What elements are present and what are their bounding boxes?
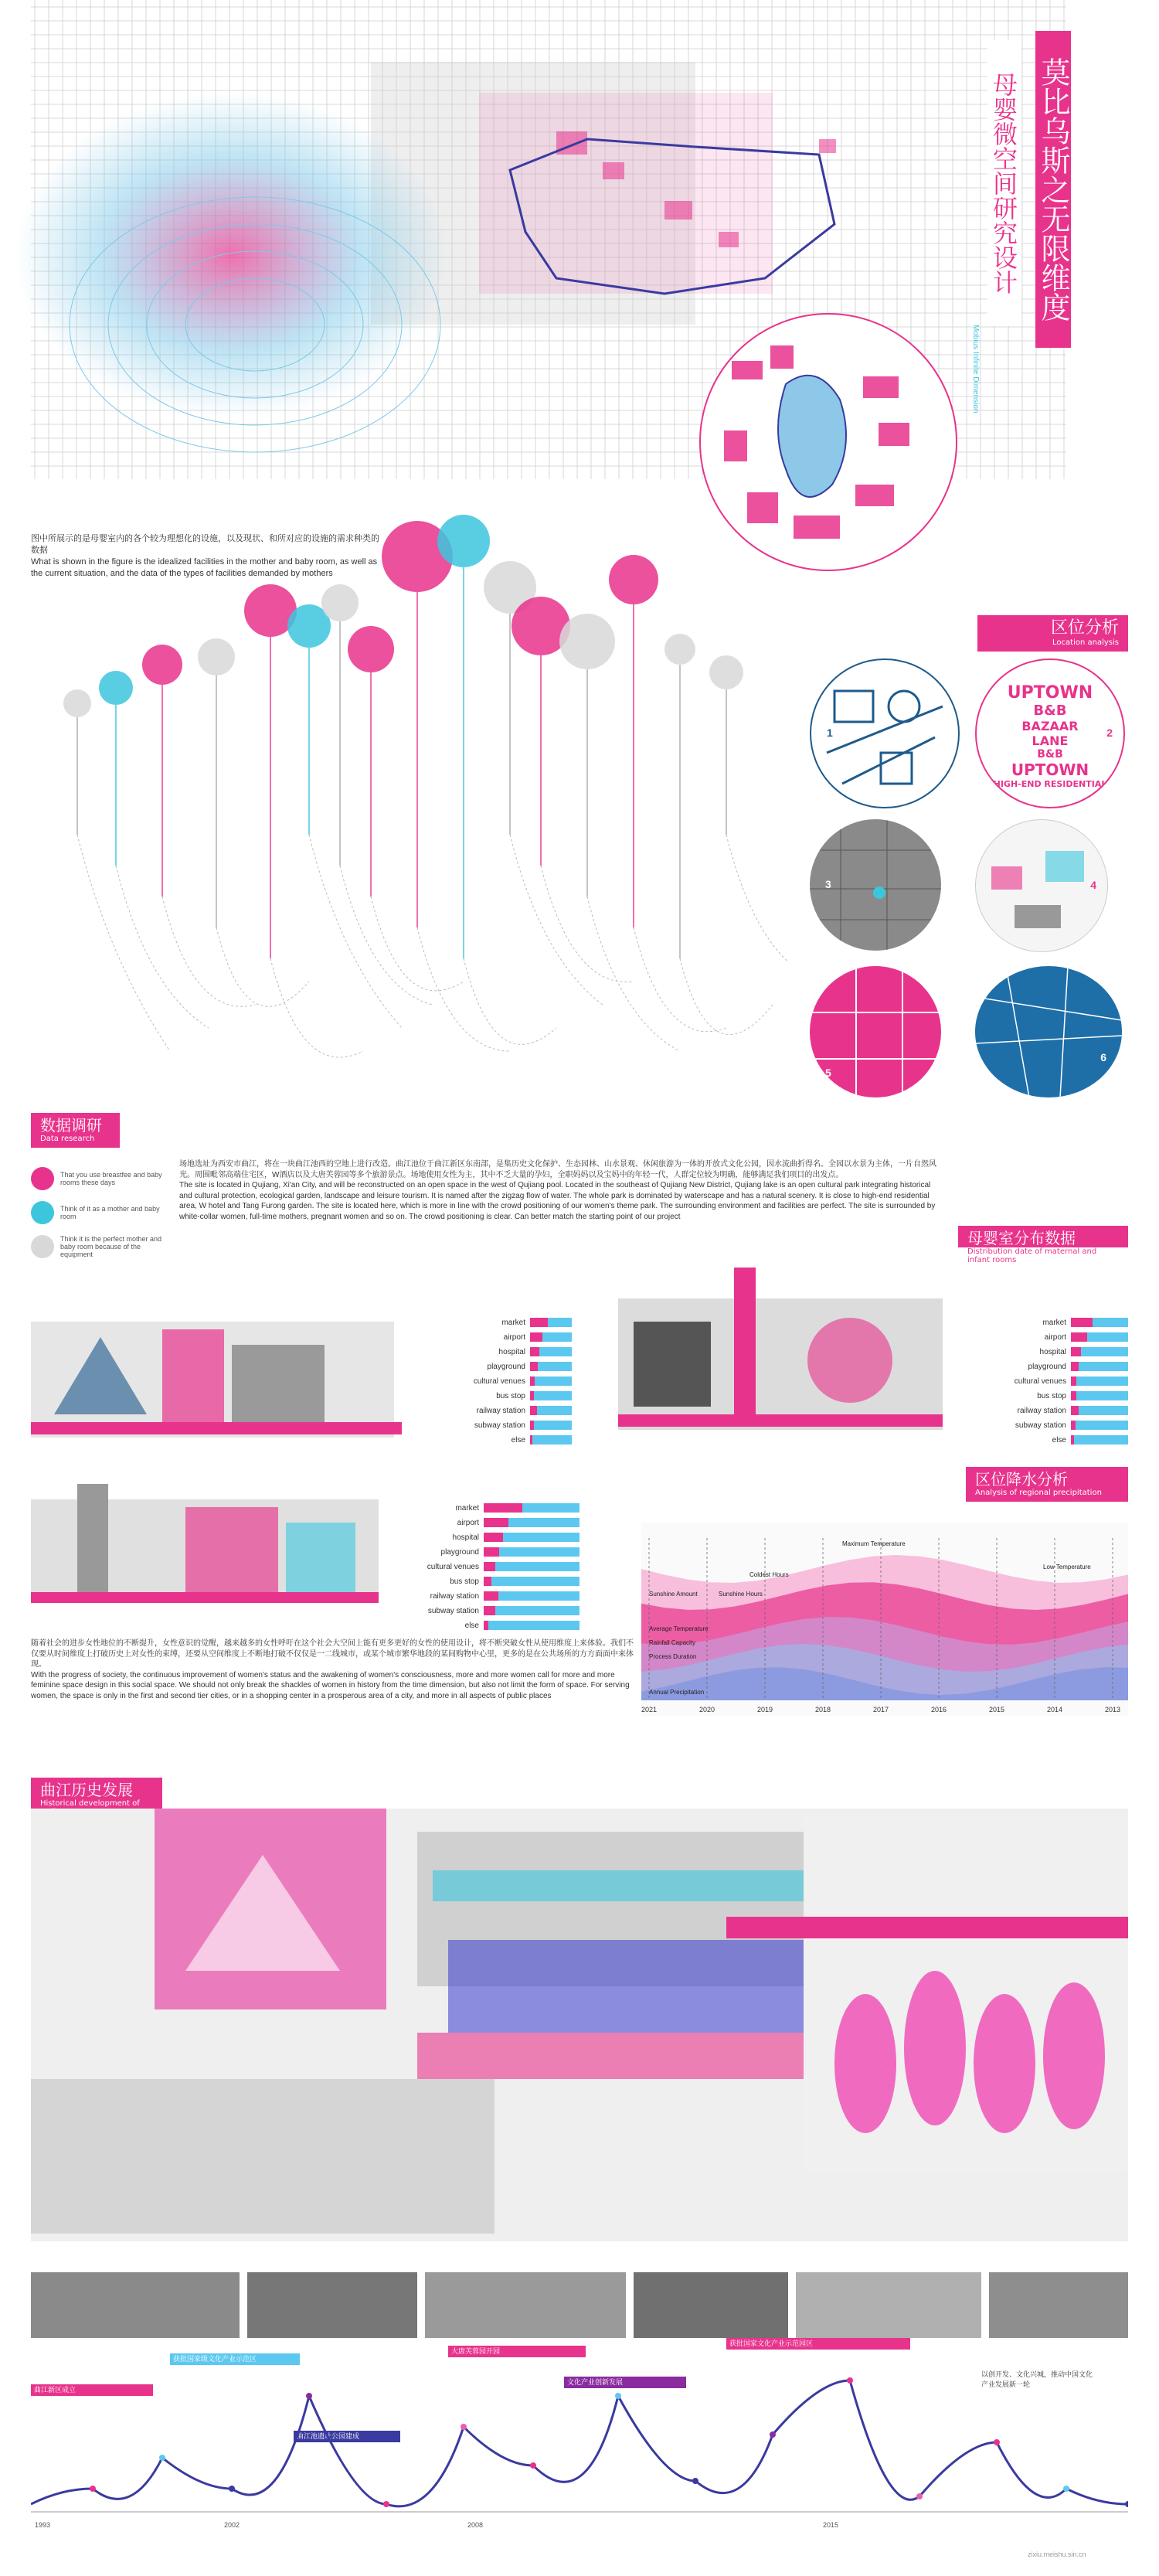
bar-track — [1071, 1347, 1128, 1356]
intro-text: 图中所展示的是母婴室内的各个较为理想化的设施，以及现状、和所对应的设施的需求种类的数据 What is shown in the figure is the idealized facilities in the mother and baby room, as well as the current situation, and the data of the types of facilities demanded by mothers — [31, 534, 379, 578]
precip-year: 2020 — [698, 1706, 715, 1713]
wave-node — [847, 2377, 853, 2384]
bar-row — [386, 1619, 580, 1632]
bar-label: hospital — [498, 1347, 525, 1356]
bar-row — [433, 1434, 572, 1446]
year-2008: 2008 — [467, 2521, 484, 2529]
history-collage — [31, 1785, 1128, 2265]
bar-track — [484, 1533, 580, 1542]
bar-track — [1071, 1332, 1128, 1342]
legend-dot-pink — [31, 1167, 54, 1190]
bar-fill — [530, 1347, 539, 1356]
wave-node — [770, 2431, 776, 2438]
bar-label: railway station — [476, 1406, 525, 1415]
balloon — [198, 638, 235, 675]
legend-dot-grey — [31, 1235, 54, 1258]
bar-label: subway station — [474, 1421, 525, 1430]
timeline-event: 大唐芙蓉园开园 — [448, 2346, 586, 2357]
bar-fill — [1071, 1376, 1076, 1386]
balloon — [709, 655, 743, 689]
bar-track — [484, 1562, 580, 1571]
wave-node — [530, 2462, 536, 2469]
year-1993: 1993 — [35, 2521, 51, 2529]
bar-label: else — [511, 1435, 525, 1445]
precip-year: 2021 — [641, 1706, 658, 1713]
bar-fill — [484, 1518, 508, 1527]
bar-row — [433, 1331, 572, 1343]
bar-track — [484, 1621, 580, 1630]
legend-item: That you use breastfee and baby rooms these days — [31, 1167, 185, 1190]
location-circle-6 — [975, 966, 1122, 1097]
location-circle-4 — [975, 819, 1108, 952]
precip-label: Process Duration — [649, 1653, 697, 1660]
balloon-curve — [216, 927, 309, 1006]
hero-collage — [0, 0, 1159, 541]
main-title: 莫比乌斯之无限维度 — [1036, 57, 1070, 322]
bar-track — [484, 1518, 580, 1527]
uptown-word-2: BAZAAR — [1021, 719, 1079, 733]
precip-label: Average Temperature — [649, 1625, 709, 1632]
bar-fill — [530, 1391, 534, 1400]
history-header: 曲江历史发展 Historical development of — [31, 1778, 162, 1821]
precip-label: Sunshine Amount — [649, 1591, 698, 1598]
bar-label: cultural venues — [473, 1376, 525, 1386]
precip-year: 2017 — [872, 1706, 889, 1713]
precip-label: Coldest Hours — [749, 1571, 789, 1578]
bar-track — [1071, 1318, 1128, 1327]
balloon — [321, 584, 359, 621]
precip-chart — [641, 1523, 1128, 1716]
uptown-word-6: HIGH-END RESIDENTIAL — [993, 779, 1107, 789]
bar-label: airport — [457, 1518, 479, 1527]
timeline-wave — [31, 2350, 1128, 2527]
maternal-rooms-header: 母婴室分布数据 Distribution date of maternal and infant rooms — [958, 1226, 1128, 1269]
legend-dot-cyan — [31, 1201, 54, 1224]
balloon-curve — [77, 835, 170, 1051]
maternal-bar-panel-1 — [433, 1314, 572, 1448]
bar-row — [974, 1404, 1128, 1417]
bar-row — [974, 1390, 1128, 1402]
timeline-event: 以创开发、文化兴城，推动中国文化产业发展新一轮 — [981, 2370, 1093, 2388]
bar-fill — [1071, 1421, 1076, 1430]
bar-row — [433, 1375, 572, 1387]
vertical-english: Mobius Infinite Dimension — [971, 325, 980, 413]
uptown-word-5: UPTOWN — [1011, 761, 1089, 779]
bar-track — [1071, 1362, 1128, 1371]
wave-node — [159, 2455, 165, 2461]
circle-number-4: 4 — [1090, 879, 1096, 891]
wave-node — [615, 2393, 621, 2399]
data-legend — [31, 1167, 185, 1258]
bar-row — [974, 1346, 1128, 1358]
sub-title: 母婴微空间研究设计 — [987, 40, 1021, 326]
bar-fill — [530, 1376, 535, 1386]
bar-label: railway station — [1017, 1406, 1066, 1415]
bar-fill — [484, 1621, 488, 1630]
balloon-curve — [340, 866, 433, 1005]
bar-fill — [1071, 1362, 1079, 1371]
bar-label: subway station — [1015, 1421, 1066, 1430]
precip-label: Low Temperature — [1043, 1564, 1091, 1570]
bar-fill — [530, 1318, 548, 1327]
bar-fill — [1071, 1435, 1074, 1445]
bar-label: else — [1052, 1435, 1066, 1445]
balloon — [99, 671, 133, 705]
bar-row — [974, 1316, 1128, 1329]
circle-number-5: 5 — [825, 1067, 831, 1079]
precip-year: 2016 — [930, 1706, 947, 1713]
balloon-curve — [510, 835, 603, 1005]
bar-fill — [1071, 1318, 1093, 1327]
uptown-word-3: LANE — [1032, 733, 1069, 748]
history-photo-strip — [31, 2265, 1128, 2342]
bar-row — [386, 1531, 580, 1543]
bar-row — [974, 1419, 1128, 1431]
wave-node — [1063, 2486, 1069, 2492]
legend-item: Think of it as a mother and baby room — [31, 1201, 185, 1224]
bar-row — [386, 1516, 580, 1529]
precip-label: Sunshine Hours — [719, 1591, 763, 1598]
location-header: 区位分析 Location analysis — [977, 615, 1128, 652]
year-2002: 2002 — [224, 2521, 240, 2529]
location-circle-2 — [975, 658, 1125, 808]
bar-row — [433, 1419, 572, 1431]
wave-node — [383, 2501, 389, 2507]
precip-label: Rainfall Capacity — [649, 1639, 696, 1646]
precip-year: 2015 — [988, 1706, 1005, 1713]
bar-track — [530, 1406, 572, 1415]
uptown-word-4: B&B — [1037, 748, 1063, 761]
timeline-event: 文化产业创新发展 — [564, 2377, 686, 2388]
bar-track — [484, 1591, 580, 1601]
balloon-curve — [726, 835, 788, 982]
bar-label: bus stop — [450, 1577, 479, 1586]
precip-header: 区位降水分析 Analysis of regional precipitation — [966, 1467, 1128, 1502]
bar-label: hospital — [1039, 1347, 1066, 1356]
wave-node — [306, 2393, 312, 2399]
bar-track — [530, 1435, 572, 1445]
timeline-event: 获批国家级文化产业示范区 — [170, 2353, 300, 2365]
timeline-event: 曲江新区成立 — [31, 2384, 153, 2396]
bar-label: market — [455, 1503, 479, 1513]
bar-label: subway station — [427, 1606, 479, 1615]
bar-fill — [530, 1332, 542, 1342]
bar-fill — [484, 1547, 499, 1557]
balloon — [63, 689, 91, 717]
bar-row — [433, 1360, 572, 1373]
precip-year: 2014 — [1046, 1706, 1063, 1713]
bar-fill — [530, 1435, 532, 1445]
balloon — [437, 515, 490, 567]
bar-track — [530, 1362, 572, 1371]
timeline-event: 获批国家文化产业示范园区 — [726, 2338, 910, 2350]
precip-year: 2019 — [756, 1706, 773, 1713]
maternal-collage-3 — [31, 1484, 379, 1615]
uptown-word-0: UPTOWN — [1007, 683, 1093, 703]
bar-fill — [484, 1533, 503, 1542]
bar-row — [974, 1360, 1128, 1373]
bar-row — [386, 1575, 580, 1587]
bar-label: playground — [440, 1547, 479, 1557]
circle-number-6: 6 — [1100, 1051, 1106, 1063]
wave-node — [461, 2424, 467, 2430]
bar-row — [433, 1316, 572, 1329]
bar-label: bus stop — [496, 1391, 525, 1400]
bar-fill — [1071, 1406, 1079, 1415]
precip-year: 2018 — [814, 1706, 831, 1713]
balloon — [664, 634, 695, 665]
year-2015: 2015 — [823, 2521, 839, 2529]
balloon — [348, 626, 394, 672]
bar-row — [974, 1331, 1128, 1343]
bar-fill — [530, 1406, 537, 1415]
bar-track — [484, 1503, 580, 1513]
balloon-curve — [680, 958, 773, 1034]
uptown-word-1: B&B — [1033, 703, 1067, 719]
bar-label: playground — [1028, 1362, 1066, 1371]
precip-label: Annual Precipitation — [649, 1689, 705, 1696]
bar-fill — [1071, 1347, 1081, 1356]
circle-number-2: 2 — [1106, 727, 1113, 739]
location-circle-5 — [810, 966, 941, 1097]
wave-node — [692, 2478, 698, 2484]
wave-node — [994, 2439, 1000, 2445]
site-description: 场地选址为西安市曲江，将在一块曲江池西的空地上进行改造。曲江池位于曲江新区东南部，是集历史文化保护、生态园林、山水景观、休闲旅游为一体的开放式文化公园，因水流曲折得名。全园以水景为主体，一片自然风光。周围毗邻高端住宅区，W酒店以及大唐芙蓉园等多个旅游景点。场地使用女性为主，其中不乏大量的孕妇，全职妈妈以及宝妈中的年轻一代，人群定位较为明确，能够满足我们项目的出发点。 The site is located in Qujiang, Xi'an City, and will be reconstructed on an open space in the west of Qujiang pool. Located in the southeast of Qujiang New District, Qujiang lake is an open cultural park integrating historical and cultural protection, ecological garden, landscape and leisure tourism. It is named after the zigzag flow of water. The whole park is dominated by waterscape and has a natural scenery. It is close to high-end residential area, W hotel and Tang Furong garden. The site is located here, which is more in line with the crowd positioning of our women's theme park. The surrounding environment and facilities are perfect. The site is surrounded by white-collar women, full-time mothers, pregnant women and so on. The crowd positioning is clear. Can better match the starting point of our project — [179, 1160, 936, 1221]
location-circle-3 — [810, 819, 941, 951]
wave-node — [229, 2486, 235, 2492]
bar-fill — [1071, 1391, 1076, 1400]
bar-row — [974, 1434, 1128, 1446]
bar-fill — [484, 1591, 498, 1601]
bar-row — [386, 1590, 580, 1602]
balloon-curve — [270, 958, 363, 1057]
bar-fill — [484, 1577, 491, 1586]
maternal-bar-panel-3 — [386, 1499, 580, 1634]
timeline-event: 曲江池遗址公园建成 — [294, 2431, 400, 2442]
wave-node — [1125, 2501, 1128, 2507]
bar-label: railway station — [430, 1591, 479, 1601]
bar-track — [1071, 1391, 1128, 1400]
balloon-curve — [162, 897, 255, 1006]
location-circle-1 — [810, 658, 960, 808]
bar-track — [484, 1547, 580, 1557]
wave-node — [916, 2493, 923, 2499]
bar-track — [484, 1606, 580, 1615]
precip-label: Maximum Temperature — [842, 1540, 906, 1547]
main-title-banner — [1035, 31, 1071, 348]
maternal-bar-panel-2 — [974, 1314, 1128, 1448]
wave-node — [90, 2486, 96, 2492]
bar-row — [433, 1404, 572, 1417]
maternal-collage-2 — [618, 1268, 943, 1445]
circle-number-1: 1 — [827, 727, 833, 739]
bar-fill — [484, 1562, 495, 1571]
balloon — [142, 645, 182, 685]
bar-row — [433, 1390, 572, 1402]
bar-label: airport — [1044, 1332, 1066, 1342]
data-research-header: 数据调研 Data research — [31, 1113, 120, 1148]
bar-track — [530, 1376, 572, 1386]
balloon-curve — [309, 835, 402, 1028]
bar-row — [386, 1604, 580, 1617]
bar-label: bus stop — [1037, 1391, 1066, 1400]
bar-track — [1071, 1435, 1128, 1445]
bar-label: market — [501, 1318, 525, 1327]
bar-track — [1071, 1406, 1128, 1415]
bar-row — [433, 1346, 572, 1358]
bar-fill — [1071, 1332, 1087, 1342]
watermark: zixiu.meishu.sin.cn — [1028, 2550, 1086, 2558]
bar-label: playground — [487, 1362, 525, 1371]
bar-label: cultural venues — [427, 1562, 479, 1571]
legend-item: Think it is the perfect mother and baby room because of the equipment — [31, 1235, 185, 1258]
facility-balloon-chart — [46, 510, 788, 1113]
bar-fill — [530, 1421, 534, 1430]
bar-row — [386, 1560, 580, 1573]
bar-track — [530, 1421, 572, 1430]
bar-label: cultural venues — [1014, 1376, 1066, 1386]
bar-track — [530, 1332, 572, 1342]
bar-track — [530, 1318, 572, 1327]
society-text: 随着社会的进步女性地位的不断提升，女性意识的觉醒，越来越多的女性呼吁在这个社会大空间上能有更多更好的女性的使用设计，将不断突破女性从使用维度上来体验。我们不仅要从时间维度上打破历史上对女性的束缚，还要从空间维度上不断地打破不仅仅是一二线城市，或某个城市繁华地段的某间购物中心里，更多的是在公共场所的方方面面中来体现。 With the progress of society, the continuous improvement of women's status and the awakening of women's consciousness, more and more women call for more and more feminine space design in this social space. We should not only break the shackles of women in history from the time dimension, but also not limit the form of space. For serving women, the space is only in the first and second tier cities, or in a shopping center in a prosperous area of a city, and more in all aspects of public places — [31, 1639, 634, 1700]
bar-label: market — [1042, 1318, 1066, 1327]
bar-label: airport — [503, 1332, 525, 1342]
bar-label: else — [464, 1621, 479, 1630]
wave-line — [31, 2380, 1128, 2506]
bar-label: hospital — [452, 1533, 479, 1542]
balloon — [559, 614, 615, 669]
balloon — [609, 555, 658, 604]
bar-track — [530, 1391, 572, 1400]
bar-track — [530, 1347, 572, 1356]
bar-fill — [530, 1362, 538, 1371]
bar-track — [1071, 1376, 1128, 1386]
bar-row — [386, 1546, 580, 1558]
bar-row — [386, 1502, 580, 1514]
circle-number-3: 3 — [825, 878, 831, 890]
bar-row — [974, 1375, 1128, 1387]
bar-fill — [484, 1606, 495, 1615]
balloon-curve — [464, 958, 556, 1044]
precip-year: 2013 — [1104, 1706, 1121, 1713]
bar-track — [1071, 1421, 1128, 1430]
bar-fill — [484, 1503, 522, 1513]
bar-track — [484, 1577, 580, 1586]
maternal-collage-1 — [31, 1291, 402, 1445]
